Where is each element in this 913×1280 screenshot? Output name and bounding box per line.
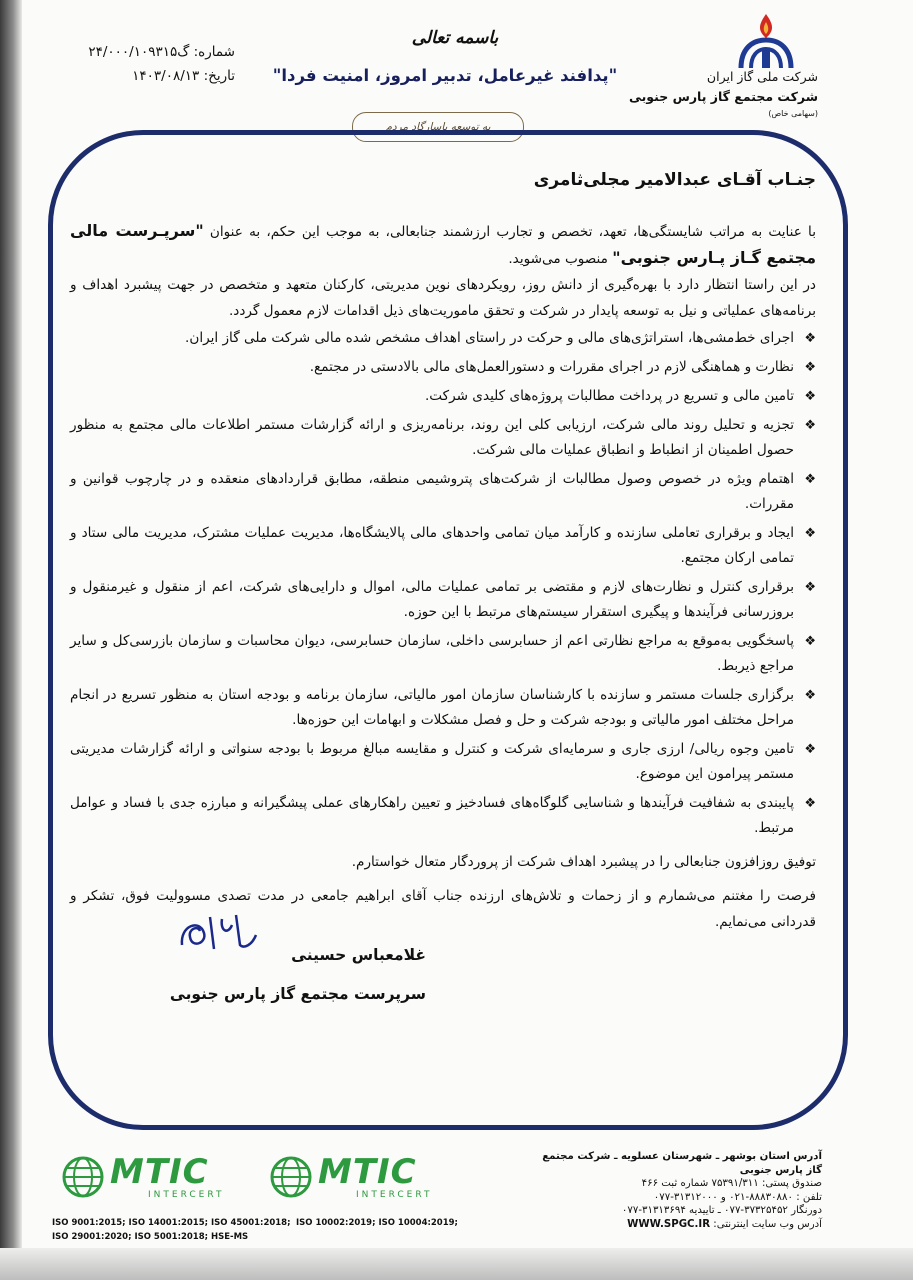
footer-contact	[542, 1150, 822, 1231]
letter-number: شماره: گ۲۴/۰۰۰/۱۰۹۳۱۵	[88, 44, 235, 60]
closing-wish: توفیق روزافزون جنابعالی را در پیشبرد اهداف شرکت از پروردگار متعال خواستارم.	[351, 854, 816, 870]
company-complex: شرکت مجتمع گاز پارس جنوبی (سهامی خاص)	[628, 89, 818, 118]
iso-list-right: ISO 10002:2019; ISO 10004:2019;	[296, 1218, 458, 1228]
mtic-cert-logo-right: MTIC INTERCERT	[270, 1152, 440, 1202]
list-item: ❖ اجرای خط‌مشی‌ها، استراتژی‌های مالی و حرکت در راستای اهداف مشخص شده مالی شرکت ملی گاز ایران.	[70, 326, 816, 351]
list-item: ❖ تامین مالی و تسریع در پرداخت مطالبات پروژه‌های کلیدی شرکت.	[70, 384, 816, 409]
expectation-paragraph: در این راستا انتظار دارد با بهره‌گیری از دانش روز، رویکردهای نوین مدیریتی، کارکنان متعهد و متخصص در جهت پیشبرد اهداف و برنامه‌های عملیاتی و نیل به توسعه پایدار در شرکت و تحقق ماموریت‌های ذیل اقدامات لازم معمول گردد.	[70, 277, 816, 319]
bullet-icon: ❖	[804, 360, 816, 375]
mtic-cert-logo-left: MTIC INTERCERT	[62, 1152, 232, 1202]
closing-thanks: فرصت را مغتنم می‌شمارم و از زحمات و تلاش‌های ارزنده جناب آقای ابراهیم جامعی در مدت تصدی مسوولیت فوق، تشکر و قدردانی می‌نمایم.	[70, 888, 816, 930]
bullet-icon: ❖	[804, 331, 816, 346]
bullet-icon: ❖	[804, 796, 816, 811]
list-item: ❖ تجزیه و تحلیل روند مالی شرکت، ارزیابی کلی این روند، برنامه‌ریزی و ارائه گزارشات مستمر اطلاعات مالی مجتمع به منظور حصول اطمینان از انطباط و انطباق عملیات مالی شرکت.	[70, 413, 816, 463]
list-item: ❖ پایبندی به شفافیت فرآیندها و شناسایی گلوگاه‌های فسادخیز و تعیین راهکارهای عملی پیشگیرانه و مبارزه جدی با فساد و عوامل مرتبط.	[70, 791, 816, 841]
globe-icon	[270, 1156, 312, 1198]
duties-list	[70, 326, 816, 841]
list-item: ❖ برقراری کنترل و نظارت‌های لازم و مقتضی بر تمامی عملیات مالی، اموال و دارایی‌های شرکت، اعم از منقول و غیرمنقول و بروزرسانی فرآیندها و پیگیری استقرار سیستم‌های مرتبط با این حوزه.	[70, 575, 816, 625]
bullet-icon: ❖	[804, 688, 816, 703]
bullet-icon: ❖	[804, 742, 816, 757]
appointment-title: "سرپـرست مالی مجتمع گـاز پـارس جنوبی"	[70, 221, 816, 267]
letter-body	[70, 170, 816, 935]
list-item: ❖ ایجاد و برقراری تعاملی سازنده و کارآمد میان تمامی واحدهای مالی پالایشگاه‌ها، مدیریت عملیات مشترک، مدیریت مالی ستاد و تمامی ارکان مجتمع.	[70, 521, 816, 571]
iso-list-left: ISO 9001:2015; ISO 14001:2015; ISO 45001:2018; ISO 29001:2020; ISO 5001:2018; HSE-MS	[52, 1218, 291, 1242]
signer-name: غلامعباس حسینی	[291, 946, 426, 964]
footer-address: آدرس استان بوشهر ـ شهرستان عسلویه ـ شرکت مجتمع گاز پارس جنوبی	[542, 1151, 822, 1176]
footer-website-row: آدرس وب سایت اینترنتی: WWW.SPGC.IR	[627, 1218, 822, 1230]
bullet-icon: ❖	[804, 472, 816, 487]
scan-shadow-bottom	[0, 1248, 913, 1280]
bullet-icon: ❖	[804, 389, 816, 404]
footer-website[interactable]: WWW.SPGC.IR	[627, 1218, 711, 1230]
bullet-icon: ❖	[804, 418, 816, 433]
scan-shadow	[0, 0, 22, 1280]
bullet-icon: ❖	[804, 634, 816, 649]
globe-icon	[62, 1156, 104, 1198]
slogan: "پدافند غیرعامل، تدبیر امروز، امنیت فردا"	[272, 66, 618, 85]
bullet-icon: ❖	[804, 580, 816, 595]
company-national: شرکت ملی گاز ایران	[706, 69, 818, 84]
list-item: ❖ پاسخگویی به‌موقع به مراجع نظارتی اعم از حسابرسی داخلی، سازمان حسابرسی، دیوان محاسبات و سازمان بازرسی‌کل و سایر مراجع ذیربط.	[70, 629, 816, 679]
addressee: جنـاب آقـای عبدالامیر مجلی‌ثامری	[533, 170, 816, 190]
decorative-cartouche: به توسعه پاسارگاد مردم	[352, 112, 524, 142]
footer-pobox: صندوق پستی: ۷۵۳۹۱/۳۱۱ شماره ثبت ۴۶۶	[641, 1178, 822, 1189]
appointment-paragraph: با عنایت به مراتب شایستگی‌ها، تعهد، تخصص و تجارب ارزشمند جنابعالی، به موجب این حکم، به عنوان "سرپـرست مالی مجتمع گـاز پـارس جنوبی" منصوب می‌شوید.	[70, 221, 816, 267]
footer-fax: دورنگار ۳۷۳۲۵۴۵۲-۰۷۷ ـ تاییدیه ۳۱۳۱۳۶۹۴-۰۷۷	[621, 1205, 822, 1216]
reference-block	[70, 40, 235, 88]
nigc-logo-icon	[733, 10, 799, 72]
footer-phone: تلفن : ۸۸۸۳۰۸۸۰-۰۲۱ و ۳۱۳۱۲۰۰۰-۰۷۷	[653, 1191, 822, 1203]
list-item: ❖ اهتمام ویژه در خصوص وصول مطالبات از شرکت‌های پتروشیمی منطقه، مطابق قراردادهای منعقده و در چارچوب قوانین و مقررات.	[70, 467, 816, 517]
letter-date: تاریخ: ۱۴۰۳/۰۸/۱۳	[132, 68, 235, 84]
basmala: باسمه تعالی	[411, 28, 499, 48]
list-item: ❖ برگزاری جلسات مستمر و سازنده با کارشناسان سازمان امور مالیاتی، سازمان برنامه و بودجه استان به منظور تسریع در انجام مراحل مختلف امور مالیاتی و بودجه شرکت و حل و فصل مشکلات و ابهامات این حوزه‌ها.	[70, 683, 816, 733]
signer-title: سرپرست مجتمع گاز پارس جنوبی	[169, 985, 426, 1003]
list-item: ❖ نظارت و هماهنگی لازم در اجرای مقررات و دستورالعمل‌های مالی بالادستی در مجتمع.	[70, 355, 816, 380]
list-item: ❖ تامین وجوه ریالی/ ارزی جاری و سرمایه‌ای شرکت و کنترل و مقایسه مبالغ مربوط با بودجه سنواتی و ارائه گزارشات مدیریتی مستمر پیرامون این موضوع.	[70, 737, 816, 787]
bullet-icon: ❖	[804, 526, 816, 541]
